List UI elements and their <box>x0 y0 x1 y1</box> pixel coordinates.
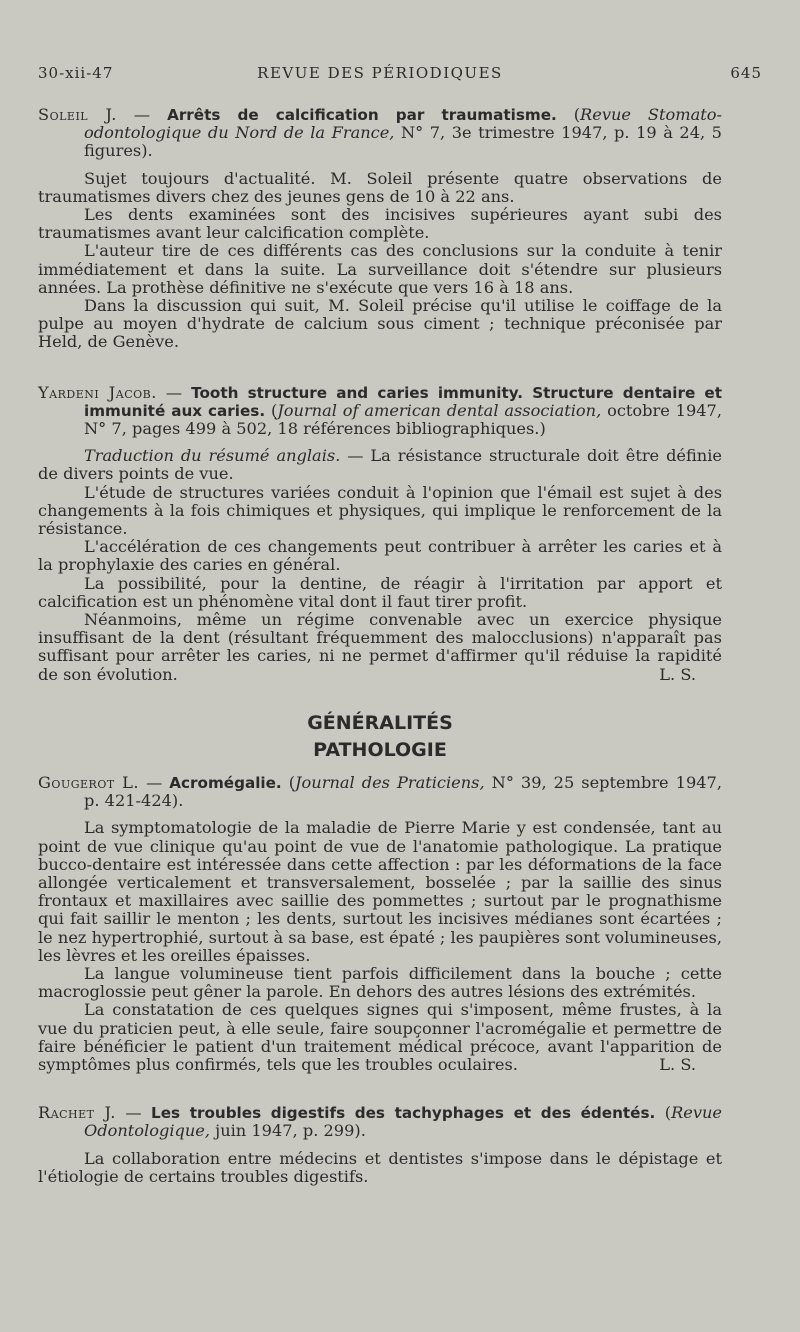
article-title: Les troubles digestifs des tachyphages et des édentés. <box>151 1104 656 1123</box>
article-title: Arrêts de calcification par traumatisme. <box>167 106 557 124</box>
translation-note: Traduction du résumé anglais. <box>84 446 341 466</box>
paragraph: La collaboration entre médecins et dentistes s'impose dans le dépistage et l'étiologie de certains troubles digestifs. <box>38 1148 722 1186</box>
paren: ( <box>655 1103 672 1123</box>
paragraph: La symptomatologie de la maladie de Pierre Marie y est condensée, tant au point de vue clinique qu'au point de vue de l'anatomie pathologique. La pratique bucco-dentaire est intéressée dans cette affection : par les déformations de la face allongée verticalement et transversalement, bosselée ; par la saillie des sinus frontaux et maxillaires avec saillie des pommettes ; surtout par le prognathisme qui fait saillir le menton ; les dents, surtout les incisives médianes sont écartées ; le nez hypertrophié, surtout à sa base, est épaté ; les paupières sont volumineuses, les lèvres et les oreilles épaisses. <box>38 818 722 965</box>
citation <box>38 384 722 439</box>
page-number: 645 <box>730 64 762 82</box>
review-entry <box>38 774 722 1074</box>
paragraph: L'accélération de ces changements peut contribuer à arrêter les caries et à la prophylaxie des caries en général. <box>38 537 722 575</box>
dash: — <box>156 382 192 402</box>
header-journal-title: REVUE DES PÉRIODIQUES <box>257 64 503 82</box>
article-title: Tooth structure and caries immunity. Structure dentaire et immunité aux caries. <box>84 383 722 420</box>
dash: — <box>139 772 170 792</box>
publication: Revue Odontologique, <box>84 1103 723 1141</box>
paragraph: L'étude de structures variées conduit à l'opinion que l'émail est sujet à des changements à la fois chimiques et physiques, qui implique le renforcement de la résistance. <box>38 482 722 539</box>
article-column <box>38 106 722 1186</box>
paragraph: La langue volumineuse tient parfois difficilement dans la bouche ; cette macroglossie peut gêner la parole. En dehors des autres lésions des extrémités. <box>38 963 722 1002</box>
signature: L. S. <box>659 1054 696 1074</box>
author: Gougerot L. <box>38 772 140 792</box>
citation <box>38 106 722 161</box>
paragraph: L'auteur tire de ces différents cas des conclusions sur la conduite à tenir immédiatement et dans la suite. La surveillance doit s'étendre sur plusieurs années. La prothèse définitive ne s'exécute que vers 16 à 18 ans. <box>38 241 722 297</box>
paragraph-text: — La résistance structurale doit être définie de divers points de vue. <box>38 446 722 484</box>
header-date: 30-xii-47 <box>38 64 114 82</box>
paragraph: La possibilité, pour la dentine, de réagir à l'irritation par apport et calcification est un phénomène vital dont il faut tirer profit. <box>38 573 722 611</box>
paren: ( <box>265 400 278 420</box>
citation <box>38 774 722 810</box>
publication-details: N° 39, 25 septembre 1947, p. 421-424). <box>84 772 722 811</box>
paragraph: Les dents examinées sont des incisives supérieures ayant subi des traumatismes avant leur calcification complète. <box>38 205 722 243</box>
publication-details: octobre 1947, N° 7, pages 499 à 502, 18 références bibliographiques.) <box>84 400 722 439</box>
author: Rachet J. <box>38 1103 116 1123</box>
review-entry <box>38 1104 722 1186</box>
paragraph-text: Néanmoins, même un régime convenable avec un exercice physique insuffisant de la dent (résultant fréquemment des malocclusions) n'apparaît pas suffisant pour arrêter les caries, ni ne permet d'affirmer qu'il réduise la rapidité de son évolution. <box>38 610 722 684</box>
paragraph <box>38 447 722 483</box>
publication: Journal des Praticiens, <box>295 772 485 792</box>
signature: L. S. <box>659 664 696 684</box>
citation <box>38 1104 722 1140</box>
publication: Revue Stomato-odontologique du Nord de la France, <box>84 105 722 143</box>
section-subtitle: PATHOLOGIE <box>313 738 447 761</box>
section-title: GÉNÉRALITÉS <box>307 711 453 734</box>
paragraph: Sujet toujours d'actualité. M. Soleil présente quatre observations de traumatismes divers chez des jeunes gens de 10 à 22 ans. <box>38 168 722 206</box>
paragraph-text: La constatation de ces quelques signes qui s'imposent, même frustes, à la vue du praticien peut, à elle seule, faire soupçonner l'acromégalie et permettre de faire bénéficier le patient d'un traitement médical précoce, avant l'apparition de symptômes plus confirmés, tels que les troubles oculaires. <box>38 1000 722 1074</box>
article-title: Acromégalie. <box>169 773 282 792</box>
paragraph: Dans la discussion qui suit, M. Soleil précise qu'il utilise le coiffage de la pulpe au moyen d'hydrate de calcium sous ciment ; technique préconisée par Held, de Genève. <box>38 296 722 352</box>
author: Yardeni Jacob. <box>38 382 157 402</box>
publication-details: juin 1947, p. 299). <box>210 1121 366 1141</box>
author: Soleil J. <box>38 105 117 124</box>
paren: ( <box>556 105 581 124</box>
dash: — <box>116 105 168 124</box>
dash: — <box>115 1103 152 1123</box>
paragraph <box>38 1001 722 1074</box>
review-entry <box>38 384 722 684</box>
running-header <box>0 64 800 86</box>
publication-details: N° 7, 3e trimestre 1947, p. 19 à 24, 5 figures). <box>84 123 722 161</box>
review-entry <box>38 106 722 352</box>
paren: ( <box>281 772 296 792</box>
paragraph <box>38 611 722 684</box>
publication: Journal of american dental association, <box>277 400 602 420</box>
section-heading <box>38 710 722 764</box>
